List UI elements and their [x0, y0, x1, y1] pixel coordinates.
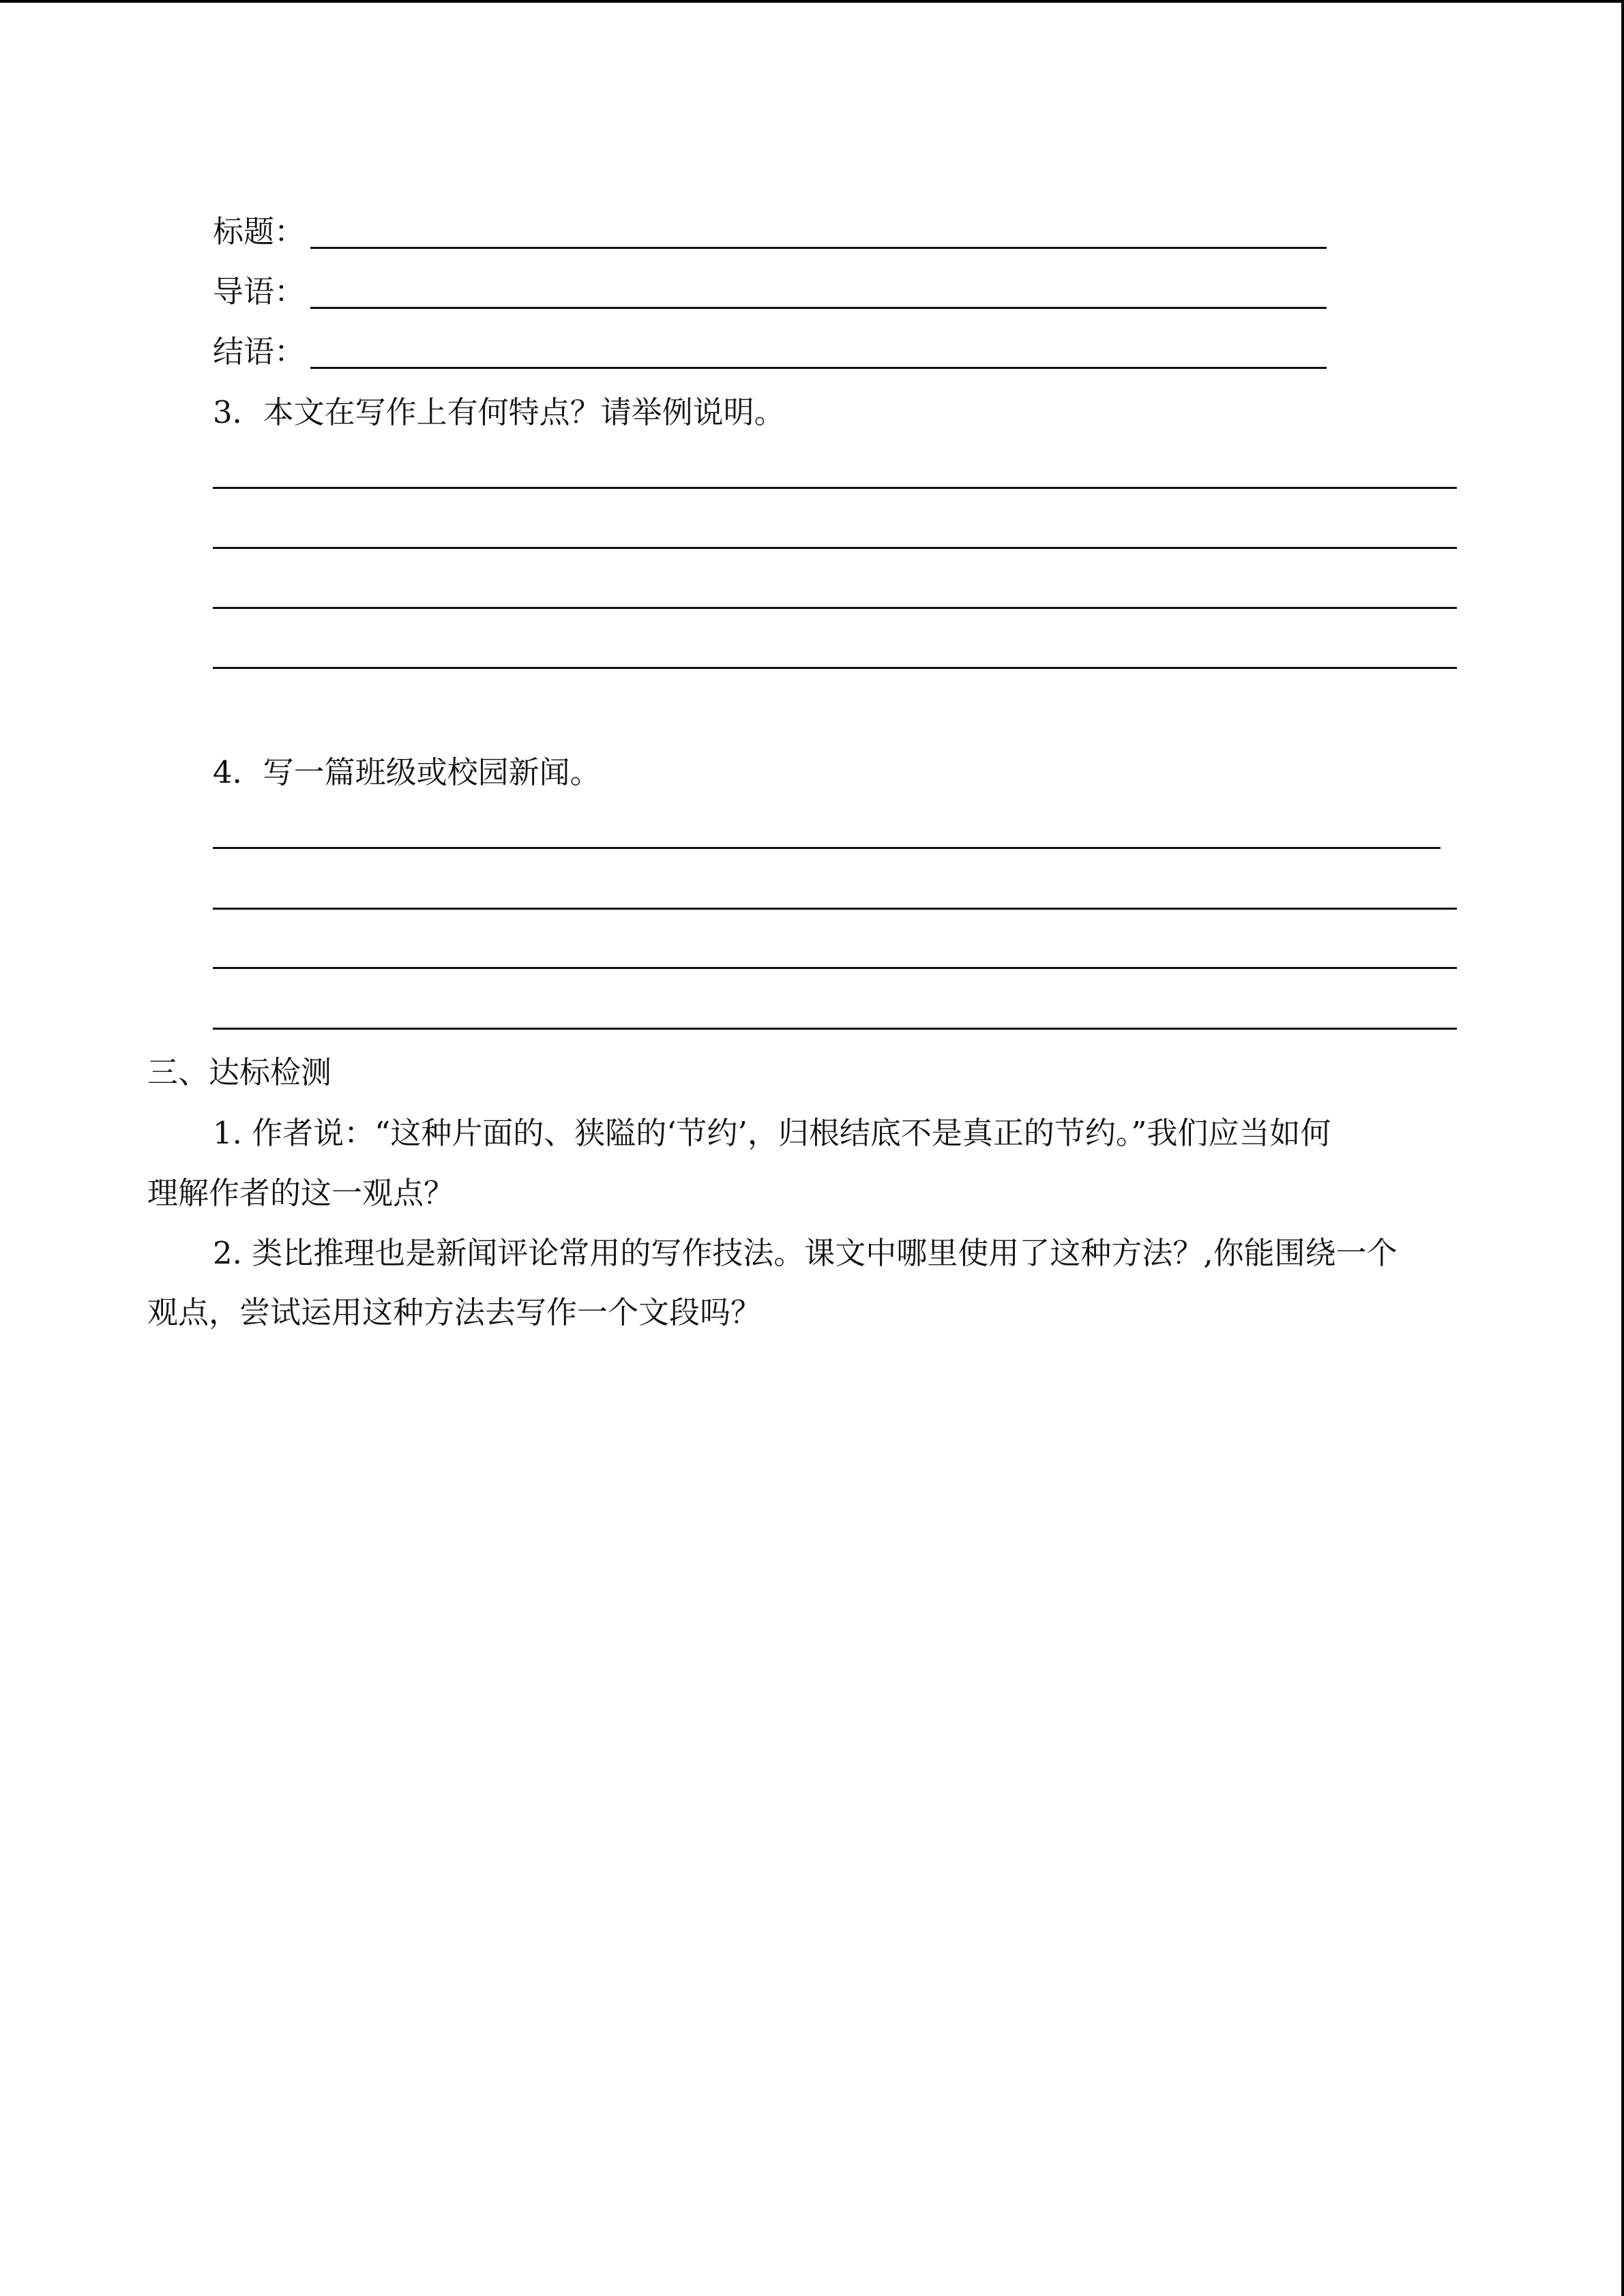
title-field-line[interactable]: [310, 247, 1327, 249]
item-2-line-2: 观点，尝试运用这种方法去写作一个文段吗？: [147, 1294, 762, 1330]
item-1-line-1: 1. 作者说：“这种片面的、狭隘的‘节约’，归根结底不是真正的节约。”我们应当如何: [213, 1115, 1331, 1151]
q3-answer-line[interactable]: [213, 487, 1457, 489]
item-2-line-1: 2. 类比推理也是新闻评论常用的写作技法。课文中哪里使用了这种方法？,你能围绕一个: [213, 1235, 1398, 1271]
q3-answer-line[interactable]: [213, 667, 1457, 669]
ending-field-line[interactable]: [310, 367, 1327, 369]
q3-answer-line[interactable]: [213, 547, 1457, 549]
question-4: 4．写一篇班级或校园新闻。: [213, 754, 601, 790]
ending-field-label: 结语：: [213, 333, 306, 370]
section-heading: 三、达标检测: [147, 1054, 332, 1090]
q4-answer-line[interactable]: [213, 908, 1457, 910]
q4-answer-line[interactable]: [213, 847, 1441, 849]
q4-answer-line[interactable]: [213, 967, 1457, 969]
q4-answer-line[interactable]: [213, 1028, 1457, 1030]
lead-field-label: 导语：: [213, 273, 306, 310]
question-3: 3．本文在写作上有何特点？请举例说明。: [213, 394, 785, 430]
title-field-label: 标题：: [213, 213, 306, 250]
item-1-line-2: 理解作者的这一观点？: [147, 1175, 455, 1211]
lead-field-line[interactable]: [310, 307, 1327, 309]
page-border-right: [1621, 0, 1624, 2296]
q3-answer-line[interactable]: [213, 607, 1457, 609]
page-border-top: [0, 0, 1624, 3]
